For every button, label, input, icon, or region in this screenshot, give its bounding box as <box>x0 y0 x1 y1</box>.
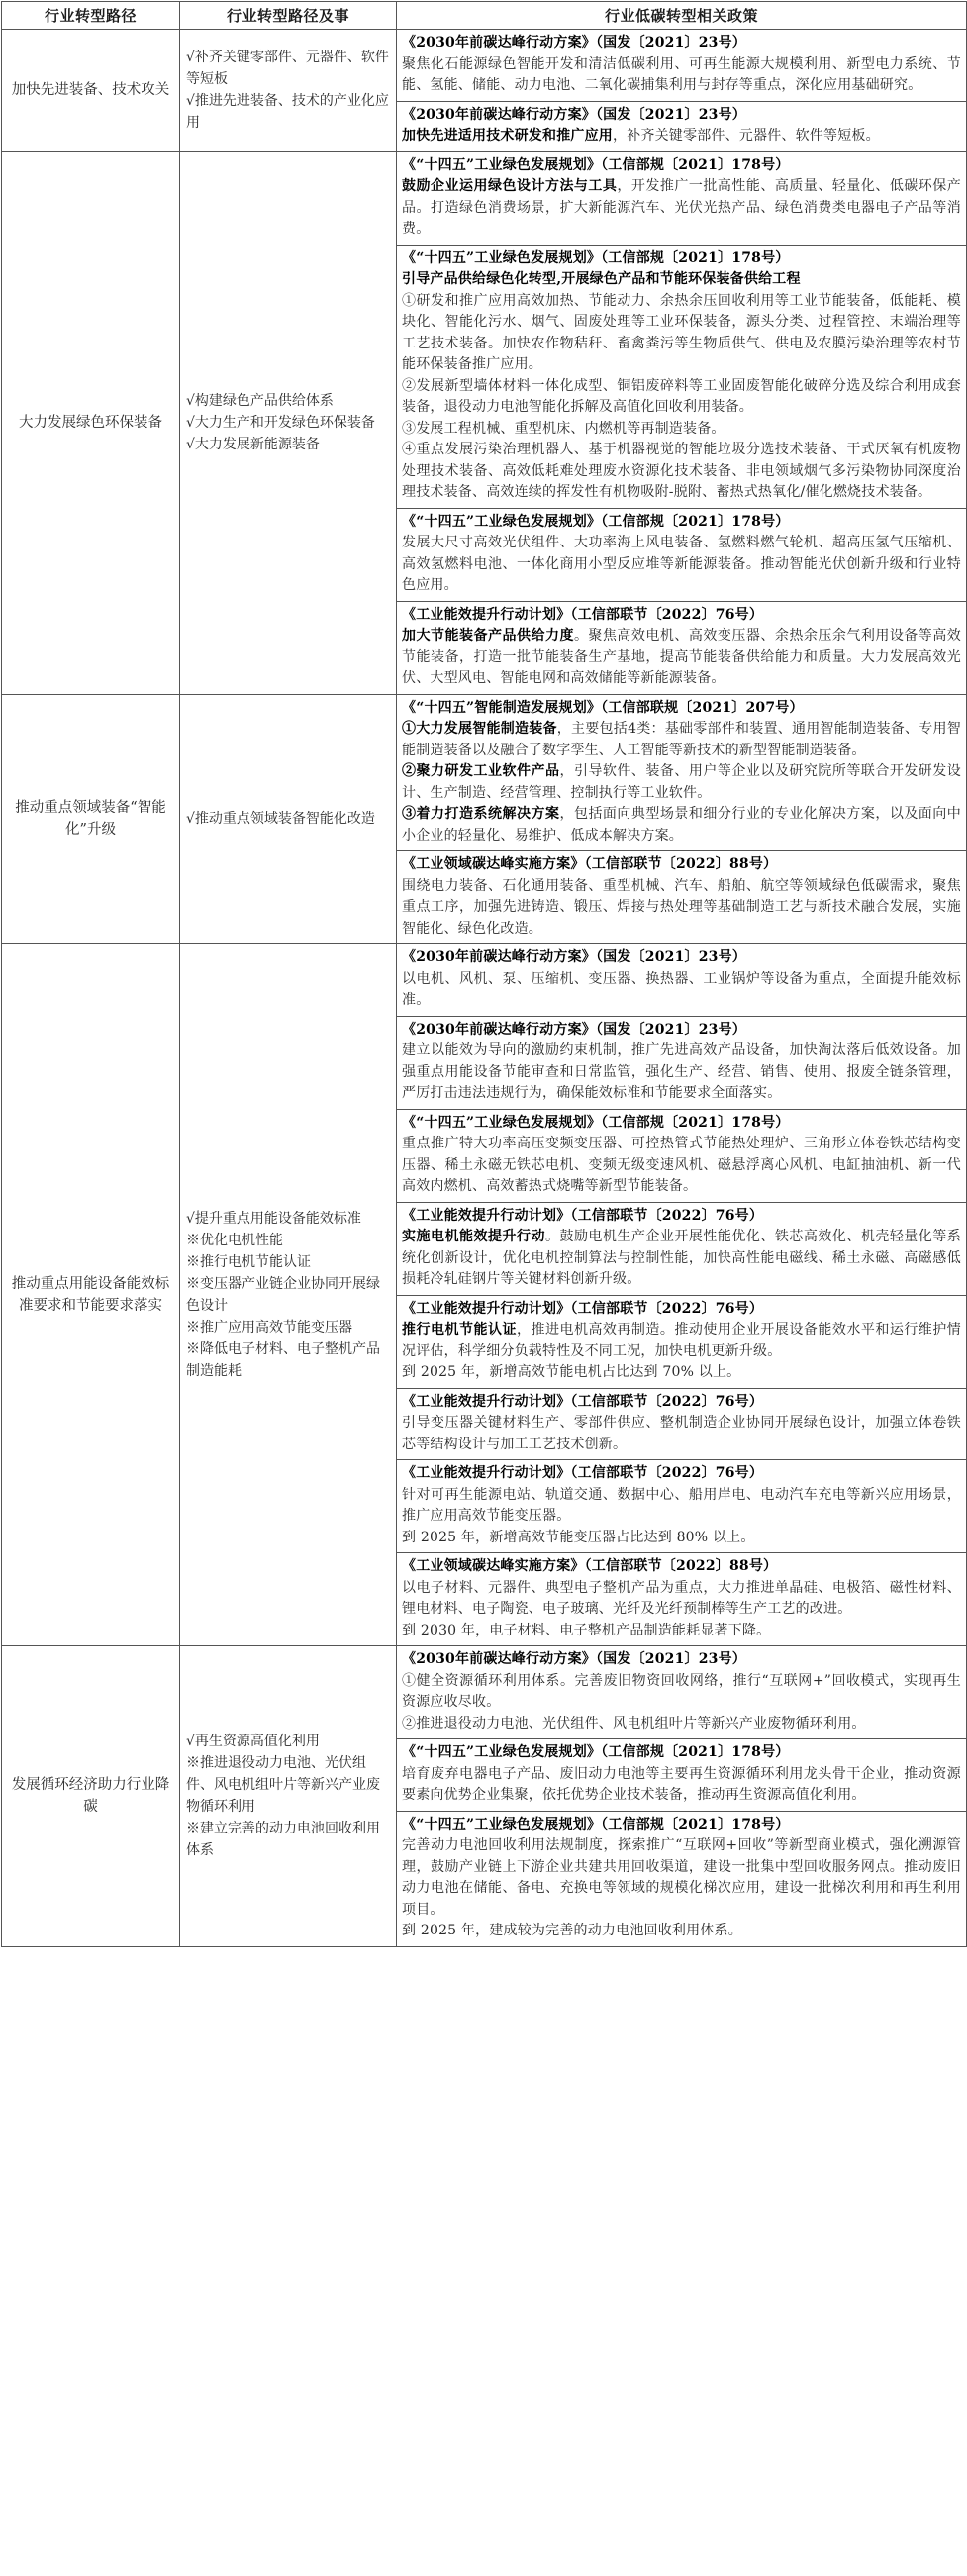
policy-document-title: 《工业能效提升行动计划》（工信部联节〔2022〕76号） <box>402 606 764 623</box>
sub-path-item: √再生资源高值化利用 <box>186 1734 320 1750</box>
policy-highlight: 引导产品供给绿色化转型,开展绿色产品和节能环保装备供给工程 <box>402 271 801 287</box>
transition-path-cell: 推动重点用能设备能效标准要求和节能要求落实 <box>2 944 180 1646</box>
policy-document-title: 《2030年前碳达峰行动方案》（国发〔2021〕23号） <box>402 106 747 123</box>
sub-path-item: ※建立完善的动力电池回收利用体系 <box>186 1821 380 1859</box>
policy-cell <box>397 694 967 851</box>
policy-cell <box>397 30 967 102</box>
sub-path-item: √推进先进装备、技术的产业化应用 <box>186 93 389 132</box>
sub-path-cell <box>180 694 397 944</box>
policy-cell <box>397 1016 967 1109</box>
sub-path-cell <box>180 944 397 1646</box>
policy-text: 。鼓励电机生产企业开展性能优化、铁芯高效化、机壳轻量化等系统化创新设计，优化电机控制算法与控制性能，加快高性能电磁线、稀土永磁、高磁感低损耗冷轧硅钢片等关键材料创新升级。 <box>402 1229 961 1287</box>
sub-path-item: ※降低电子材料、电子整机产品制造能耗 <box>186 1341 380 1379</box>
table-row <box>2 151 967 245</box>
policy-document-title: 《工业能效提升行动计划》（工信部联节〔2022〕76号） <box>402 1207 764 1224</box>
sub-path-cell <box>180 151 397 694</box>
table-body <box>2 30 967 1947</box>
policy-document-title: 《“十四五”工业绿色发展规划》（工信部规〔2021〕178号） <box>402 1744 790 1760</box>
policy-highlight: 推行电机节能认证 <box>402 1322 517 1338</box>
policy-cell <box>397 944 967 1017</box>
sub-path-item: √大力生产和开发绿色环保装备 <box>186 415 375 431</box>
policy-text: ，补齐关键零部件、元器件、软件等短板。 <box>613 128 880 144</box>
policy-cell <box>397 1739 967 1812</box>
policy-text: 培育废弃电器电子产品、废旧动力电池等主要再生资源循环利用龙头骨干企业，推动资源要素向优势企业集聚，依托优势企业技术装备，推动再生资源高值化利用。 <box>402 1765 961 1803</box>
policy-cell <box>397 1811 967 1946</box>
policy-text: 建立以能效为导向的激励约束机制，推广先进高效产品设备，加快淘汰落后低效设备。加强重点用能设备节能审查和日常监管，强化生产、经营、销售、使用、报废全链条管理，严厉打击违法违规行为，确保能效标准和节能要求全面落实。 <box>402 1042 961 1101</box>
policy-text: 聚焦化石能源绿色智能开发和清洁低碳利用、可再生能源大规模利用、新型电力系统、节能、氢能、储能、动力电池、二氧化碳捕集利用与封存等重点，深化应用基础研究。 <box>402 55 961 93</box>
policy-text: 以电机、风机、泵、压缩机、变压器、换热器、工业锅炉等设备为重点，全面提升能效标准。 <box>402 970 961 1008</box>
policy-cell <box>397 851 967 944</box>
sub-path-item: ※优化电机性能 <box>186 1233 283 1248</box>
policy-cell <box>397 1388 967 1460</box>
sub-path-item: ※推行电机节能认证 <box>186 1254 311 1270</box>
policy-document-title: 《“十四五”工业绿色发展规划》（工信部规〔2021〕178号） <box>402 1816 790 1833</box>
transition-path-cell: 大力发展绿色环保装备 <box>2 151 180 694</box>
policy-text: 。聚焦高效电机、高效变压器、余热余压余气利用设备等高效节能装备，打造一批节能装备生产基地，提高节能装备供给能力和质量。大力发展高效光伏、大型风电、智能电网和高效储能等新能源装备。 <box>402 628 961 686</box>
policy-cell <box>397 151 967 245</box>
policy-paragraph <box>402 1227 961 1291</box>
sub-path-cell <box>180 1646 397 1947</box>
policy-text: ，开发推广一批高性能、高质量、轻量化、低碳环保产品。打造绿色消费场景，扩大新能源汽车、光伏光热产品、绿色消费类电器电子产品等消费。 <box>402 178 961 237</box>
policy-text: ①健全资源循环利用体系。完善废旧物资回收网络，推行“互联网+”回收模式，实现再生资源应收尽收。 <box>402 1672 961 1710</box>
policy-cell <box>397 1109 967 1202</box>
policy-document-title: 《工业能效提升行动计划》（工信部联节〔2022〕76号） <box>402 1300 764 1317</box>
policy-cell <box>397 508 967 601</box>
policy-text: 以电子材料、元器件、典型电子整机产品为重点，大力推进单晶硅、电极箔、磁性材料、锂电材料、电子陶瓷、电子玻璃、光纤及光纤预制棒等生产工艺的改进。 <box>402 1579 961 1617</box>
policy-text: 到 2025 年，新增高效节能电机占比达到 70% 以上。 <box>402 1364 741 1380</box>
policy-document-title: 《“十四五”工业绿色发展规划》（工信部规〔2021〕178号） <box>402 156 790 173</box>
policy-text: ，引导软件、装备、用户等企业以及研究院所等联合开发研发设计、生产制造、经营管理、控制执行等工业软件。 <box>402 763 962 801</box>
header-path: 行业转型路径 <box>2 2 180 30</box>
policy-document-title: 《2030年前碳达峰行动方案》（国发〔2021〕23号） <box>402 949 747 965</box>
policy-cell <box>397 245 967 508</box>
policy-cell <box>397 1295 967 1388</box>
transition-path-cell: 推动重点领域装备“智能化”升级 <box>2 694 180 944</box>
policy-text: 发展大尺寸高效光伏组件、大功率海上风电装备、氢燃料燃气轮机、超高压氢气压缩机、高效氢燃料电池、一体化商用小型反应堆等新能源装备。推动智能光伏创新升级和行业特色应用。 <box>402 535 961 593</box>
policy-document-title: 《“十四五”工业绿色发展规划》（工信部规〔2021〕178号） <box>402 249 790 266</box>
policy-text: ①研发和推广应用高效加热、节能动力、余热余压回收利用等工业节能装备，低能耗、模块化、智能化污水、烟气、固废处理等工业环保装备，源头分类、过程管控、末端治理等工艺技术装备。加快农作物秸秆、畜禽粪污等生物质供气、供电及农膜污染治理等农村节能环保装备推广应用。 <box>402 292 961 372</box>
sub-path-item: √大力发展新能源装备 <box>186 437 320 452</box>
policy-text: 完善动力电池回收利用法规制度，探索推广“互联网+回收”等新型商业模式，强化溯源管理，鼓励产业链上下游企业共建共用回收渠道，建设一批集中型回收服务网点。推动废旧动力电池在储能、备电、充换电等领域的规模化梯次应用，建设一批梯次利用和再生利用项目。 <box>402 1837 961 1918</box>
policy-paragraph <box>402 176 961 241</box>
policy-text: ，包括面向典型场景和细分行业的专业化解决方案，以及面向中小企业的轻量化、易维护、低成本解决方案。 <box>402 806 962 843</box>
policy-cell <box>397 1646 967 1739</box>
policy-cell <box>397 1202 967 1295</box>
policy-text: ③发展工程机械、重型机床、内燃机等再制造装备。 <box>402 420 725 437</box>
policy-document-title: 《2030年前碳达峰行动方案》（国发〔2021〕23号） <box>402 1021 747 1038</box>
policy-highlight: 实施电机能效提升行动 <box>402 1229 545 1244</box>
table-row <box>2 30 967 102</box>
sub-path-item: √补齐关键零部件、元器件、软件等短板 <box>186 50 389 88</box>
policy-document-title: 《“十四五”工业绿色发展规划》（工信部规〔2021〕178号） <box>402 513 790 530</box>
policy-paragraph <box>402 1320 961 1362</box>
policy-paragraph <box>402 626 961 690</box>
policy-text: ②推进退役动力电池、光伏组件、风电机组叶片等新兴产业废物循环利用。 <box>402 1715 866 1732</box>
policy-document-title: 《工业领域碳达峰实施方案》（工信部联节〔2022〕88号） <box>402 1558 778 1574</box>
policy-text: 围绕电力装备、石化通用装备、重型机械、汽车、船舶、航空等领域绿色低碳需求，聚焦重点工序，加强先进铸造、锻压、焊接与热处理等基础制造工艺与新技术融合发展，实施智能化、绿色化改造。 <box>402 877 961 937</box>
policy-highlight: 鼓励企业运用绿色设计方法与工具 <box>402 178 618 194</box>
policy-cell <box>397 601 967 694</box>
sub-path-cell <box>180 30 397 152</box>
table-row <box>2 694 967 851</box>
policy-document-title: 《工业领域碳达峰实施方案》（工信部联节〔2022〕88号） <box>402 856 778 872</box>
policy-document-title: 《工业能效提升行动计划》（工信部联节〔2022〕76号） <box>402 1465 764 1481</box>
sub-path-item: ※推广应用高效节能变压器 <box>186 1320 352 1336</box>
policy-document-title: 《2030年前碳达峰行动方案》（国发〔2021〕23号） <box>402 1651 747 1667</box>
policy-paragraph <box>402 126 961 148</box>
header-policy: 行业低碳转型相关政策 <box>397 2 967 30</box>
policy-text: ，主要包括4类：基础零部件和装置、通用智能制造装备、专用智能制造装备以及融合了数字孪生、人工智能等新技术的新型智能制造装备。 <box>402 721 961 758</box>
policy-text: 重点推广特大功率高压变频变压器、可控热管式节能热处理炉、三角形立体卷铁芯结构变压器、稀土永磁无铁芯电机、变频无级变速风机、磁悬浮离心风机、电缸抽油机、新一代高效内燃机、高效蓄热式烧嘴等新型节能装备。 <box>402 1136 961 1194</box>
policy-cell <box>397 1553 967 1646</box>
table-row <box>2 1646 967 1739</box>
policy-text: ④重点发展污染治理机器人、基于机器视觉的智能垃圾分选技术装备、干式厌氧有机废物处理技术装备、高效低耗难处理废水资源化技术装备、非电领域烟气多污染物协同深度治理技术装备、高效连续的挥发性有机物吸附-脱附、蓄热式热氧化/催化燃烧技术装备。 <box>402 442 961 500</box>
policy-paragraph <box>402 804 961 846</box>
sub-path-item: √构建绿色产品供给体系 <box>186 393 334 409</box>
policy-text: 到 2030 年，电子材料、电子整机产品制造能耗显著下降。 <box>402 1622 771 1638</box>
policy-text: 引导变压器关键材料生产、零部件供应、整机制造企业协同开展绿色设计，加强立体卷铁芯等结构设计与加工工艺技术创新。 <box>402 1415 961 1452</box>
policy-text: 针对可再生能源电站、轨道交通、数据中心、船用岸电、电动汽车充电等新兴应用场景，推广应用高效节能变压器。 <box>402 1486 961 1524</box>
transition-path-cell: 发展循环经济助力行业降碳 <box>2 1646 180 1947</box>
sub-path-item: ※推进退役动力电池、光伏组件、风电机组叶片等新兴产业废物循环利用 <box>186 1755 380 1816</box>
policy-highlight: ③着力打造系统解决方案 <box>402 806 560 822</box>
policy-text: ，推进电机高效再制造。推动使用企业开展设备能效水平和运行维护情况评估，科学细分负载特性及不同工况，加快电机更新升级。 <box>402 1322 961 1359</box>
policy-paragraph <box>402 719 961 761</box>
transition-path-cell: 加快先进装备、技术攻关 <box>2 30 180 152</box>
policy-document-title: 《工业能效提升行动计划》（工信部联节〔2022〕76号） <box>402 1393 764 1410</box>
policy-cell <box>397 101 967 151</box>
sub-path-item: √推动重点领域装备智能化改造 <box>186 811 375 828</box>
table-row <box>2 944 967 1017</box>
policy-document-title: 《“十四五”智能制造发展规划》（工信部联规〔2021〕207号） <box>402 699 804 716</box>
policy-cell <box>397 1460 967 1553</box>
policy-document-title: 《“十四五”工业绿色发展规划》（工信部规〔2021〕178号） <box>402 1114 790 1131</box>
header-row <box>2 2 967 30</box>
policy-document-title: 《2030年前碳达峰行动方案》（国发〔2021〕23号） <box>402 35 747 50</box>
policy-paragraph <box>402 761 961 804</box>
sub-path-item: √提升重点用能设备能效标准 <box>186 1211 361 1227</box>
policy-highlight: ②聚力研发工业软件产品 <box>402 763 560 779</box>
policy-table <box>1 1 967 1947</box>
policy-text: 到 2025 年，新增高效节能变压器占比达到 80% 以上。 <box>402 1529 755 1545</box>
policy-text: 到 2025 年，建成较为完善的动力电池回收利用体系。 <box>402 1923 742 1938</box>
policy-highlight: 加大节能装备产品供给力度 <box>402 628 574 644</box>
policy-highlight: ①大力发展智能制造装备 <box>402 721 557 737</box>
policy-highlight: 加快先进适用技术研发和推广应用 <box>402 128 613 144</box>
policy-text: ②发展新型墙体材料一体化成型、铜铝废碎料等工业固废智能化破碎分选及综合利用成套装备，退役动力电池智能化拆解及高值化回收利用装备。 <box>402 377 961 415</box>
header-sub: 行业转型路径及事 <box>180 2 397 30</box>
sub-path-item: ※变压器产业链企业协同开展绿色设计 <box>186 1276 380 1314</box>
